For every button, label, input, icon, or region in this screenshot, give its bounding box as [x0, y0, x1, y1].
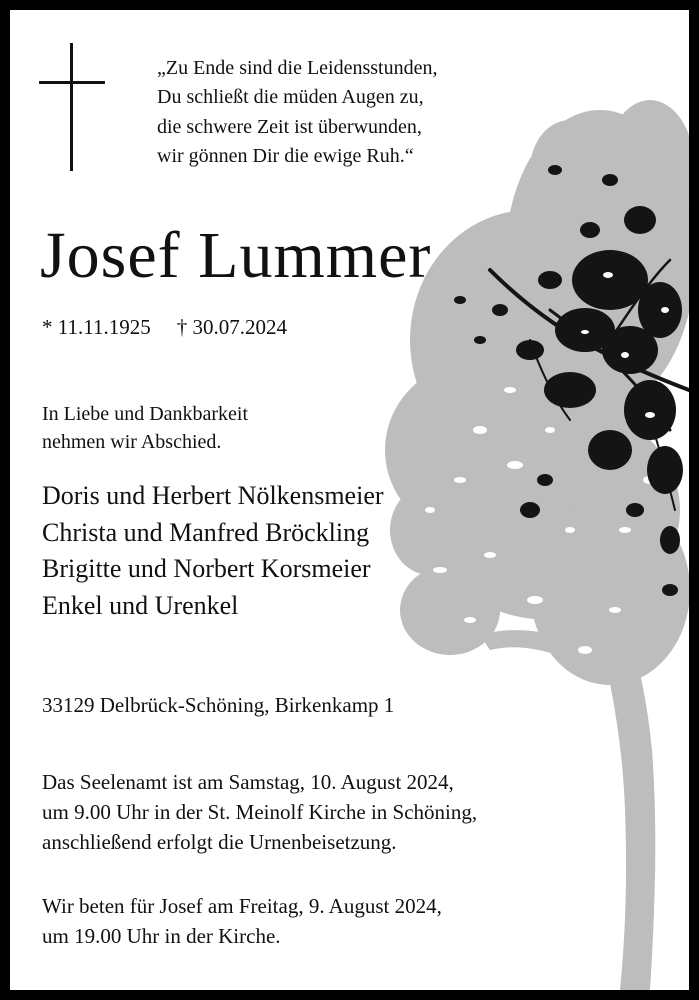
farewell-intro	[42, 400, 248, 456]
cross-icon	[39, 43, 107, 171]
life-dates	[42, 315, 287, 340]
death-date: † 30.07.2024	[176, 315, 287, 339]
prayer-line: Wir beten für Josef am Freitag, 9. August 2024,	[42, 894, 442, 918]
poem-line: die schwere Zeit ist überwunden,	[157, 115, 422, 138]
mourners-list	[42, 478, 384, 624]
service-line: um 9.00 Uhr in der St. Meinolf Kirche in Schöning,	[42, 800, 478, 824]
family-address: 33129 Delbrück-Schöning, Birkenkamp 1	[42, 693, 395, 717]
birth-date: * 11.11.1925	[42, 315, 151, 339]
poem-line: Du schließt die müden Augen zu,	[157, 86, 424, 109]
prayer-line: um 19.00 Uhr in der Kirche.	[42, 924, 281, 948]
service-line: Das Seelenamt ist am Samstag, 10. August 2024,	[42, 770, 454, 794]
mourner-entry: Enkel und Urenkel	[42, 590, 239, 620]
poem-line: wir gönnen Dir die ewige Ruh.“	[157, 144, 414, 167]
mourner-entry: Christa und Manfred Bröckling	[42, 517, 370, 547]
service-line: anschließend erfolgt die Urnenbeisetzung.	[42, 830, 397, 854]
deceased-name: Josef Lummer	[40, 219, 432, 292]
memorial-poem	[157, 54, 438, 171]
notice-content	[10, 10, 689, 990]
poem-line: „Zu Ende sind die Leidensstunden,	[157, 57, 438, 79]
prayer-details	[42, 891, 442, 951]
intro-line: In Liebe und Dankbarkeit	[42, 403, 249, 425]
mourner-entry: Doris und Herbert Nölkensmeier	[42, 481, 384, 510]
mourner-entry: Brigitte und Norbert Korsmeier	[42, 554, 371, 583]
service-details	[42, 767, 477, 857]
intro-line: nehmen wir Abschied.	[42, 431, 222, 453]
